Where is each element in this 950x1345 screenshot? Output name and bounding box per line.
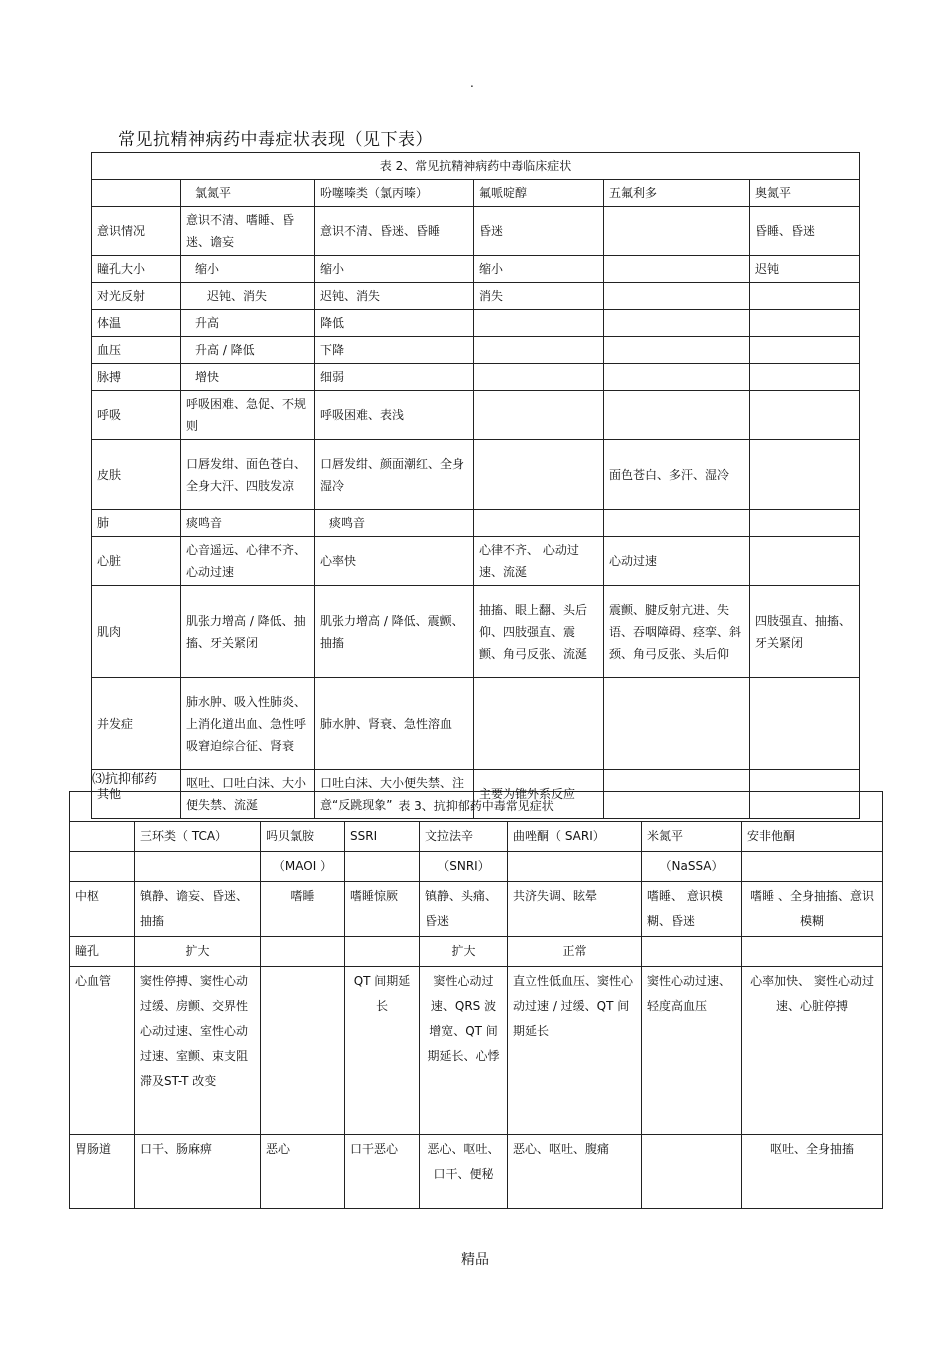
table-cell: 嗜睡 [261,882,345,937]
row-label: 肺 [92,510,181,537]
table-cell [750,440,860,510]
table-caption: 表 2、常见抗精神病药中毒临床症状 [92,153,860,180]
header-cell: 氯氮平 [181,180,315,207]
table-cell: QT 间期延长 [345,967,420,1135]
table-row [92,391,860,440]
table-cell: 心率快 [315,537,474,586]
table-cell: 迟钝 [750,256,860,283]
header-cell [135,852,261,882]
table-cell: 镇静、头痛、昏迷 [420,882,508,937]
table-cell [261,937,345,967]
table-cell: 昏迷 [474,207,604,256]
table-cell: 嗜睡 、全身抽搐、意识模糊 [742,882,883,937]
header-cell [92,180,181,207]
antipsychotic-poisoning-table [91,152,860,819]
table-cell [742,937,883,967]
row-label: 血压 [92,337,181,364]
table-cell: 扩大 [420,937,508,967]
table-row [92,510,860,537]
table-cell [345,937,420,967]
table-cell: 增快 [181,364,315,391]
table-cell: 降低 [315,310,474,337]
table-cell [604,310,750,337]
table-cell [604,283,750,310]
table-cell: 痰鸣音 [315,510,474,537]
table-header-row [70,822,883,852]
table-row [92,440,860,510]
table-cell: 窦性心动过速、QRS 波增宽、QT 间期延长、心悸 [420,967,508,1135]
table-cell: 口唇发绀、面色苍白、全身大汗、四肢发凉 [181,440,315,510]
header-cell: 文拉法辛 [420,822,508,852]
header-cell: 曲唑酮（ SARI） [508,822,642,852]
table-row [92,207,860,256]
table-cell [642,937,742,967]
table-cell: 嗜睡惊厥 [345,882,420,937]
table-cell: 呕吐、口吐白沫、大小便失禁、流涎 [181,770,315,819]
table-cell: 下降 [315,337,474,364]
table-cell: 迟钝、消失 [315,283,474,310]
table-row [92,586,860,678]
table-cell: 口唇发绀、颜面潮红、全身湿冷 [315,440,474,510]
table-cell: 抽搐、眼上翻、头后仰、四肢强直、震颤、角弓反张、流涎 [474,586,604,678]
row-label: 脉搏 [92,364,181,391]
table-cell: 嗜睡、 意识模糊、昏迷 [642,882,742,937]
table-cell: 肺水肿、肾衰、急性溶血 [315,678,474,770]
table-cell: 面色苍白、多汗、湿冷 [604,440,750,510]
table-cell [474,310,604,337]
row-label: 皮肤 [92,440,181,510]
table-cell [474,391,604,440]
table-header-row [70,852,883,882]
table-cell [750,510,860,537]
table-row [70,882,883,937]
table-row [92,337,860,364]
table-cell: 意识不清、嗜睡、昏迷、谵妄 [181,207,315,256]
table-cell [604,678,750,770]
table-cell [750,537,860,586]
table-cell [604,364,750,391]
table-cell: 缩小 [181,256,315,283]
page-footer: 精品 [461,1252,489,1268]
table-cell [474,364,604,391]
table-cell: 细弱 [315,364,474,391]
header-cell: 米氮平 [642,822,742,852]
header-cell: 奥氮平 [750,180,860,207]
table-cell: 口干恶心 [345,1135,420,1209]
table-cell: 心率加快、 窦性心动过速、心脏停搏 [742,967,883,1135]
table-row [70,1135,883,1209]
header-cell: 安非他酮 [742,822,883,852]
header-cell: 吩噻嗪类（氯丙嗪） [315,180,474,207]
header-cell: （MAOI ） [261,852,345,882]
table-cell: 恶心 [261,1135,345,1209]
table-cell: 口干、肠麻痹 [135,1135,261,1209]
table-cell: 缩小 [474,256,604,283]
row-label: 胃肠道 [70,1135,135,1209]
table-cell [474,440,604,510]
header-cell: （NaSSA） [642,852,742,882]
table-cell: 扩大 [135,937,261,967]
table-row [70,937,883,967]
table-cell: 意识不清、昏迷、昏睡 [315,207,474,256]
header-cell [70,822,135,852]
table-cell: 共济失调、眩晕 [508,882,642,937]
page-top-mark: . [470,76,474,90]
table-row [92,310,860,337]
table-header-row [92,180,860,207]
table-cell [750,678,860,770]
row-label: 并发症 [92,678,181,770]
table-cell [750,310,860,337]
row-label: 对光反射 [92,283,181,310]
header-cell [345,852,420,882]
table-cell [604,256,750,283]
table-cell [474,678,604,770]
table-cell [750,391,860,440]
header-cell [70,852,135,882]
table-caption-row [92,153,860,180]
row-label: 瞳孔大小 [92,256,181,283]
table-cell: 主要为锥外系反应 [474,770,604,819]
table-caption: 表 3、抗抑郁药中毒常见症状 [70,792,883,822]
table-cell: 昏睡、昏迷 [750,207,860,256]
table-caption-row [70,792,883,822]
header-cell: 氟哌啶醇 [474,180,604,207]
section-heading: 常见抗精神病药中毒症状表现（见下表） [118,130,433,150]
antidepressant-poisoning-table [69,791,883,1209]
table-cell: 消失 [474,283,604,310]
table-cell [604,391,750,440]
table-cell [750,283,860,310]
table-cell: 痰鸣音 [181,510,315,537]
header-cell: 五氟利多 [604,180,750,207]
table-cell [604,337,750,364]
row-label: 中枢 [70,882,135,937]
row-label: 肌肉 [92,586,181,678]
table-cell: 迟钝、消失 [181,283,315,310]
header-cell [742,852,883,882]
table-cell: 肌张力增高 / 降低、震颤、抽搐 [315,586,474,678]
table-cell [750,337,860,364]
table-cell: 镇静、谵妄、昏迷、抽搐 [135,882,261,937]
table-cell: 呕吐、全身抽搐 [742,1135,883,1209]
table-cell: 升高 [181,310,315,337]
table-cell [604,510,750,537]
table-row [92,678,860,770]
row-label: 心脏 [92,537,181,586]
table-cell: 心律不齐、 心动过速、流涎 [474,537,604,586]
table-cell: 呼吸困难、表浅 [315,391,474,440]
table-cell: 心音遥远、心律不齐、心动过速 [181,537,315,586]
table-cell: 口吐白沫、大小便失禁、注意“反跳现象” [315,770,474,819]
table-cell: 窦性心动过速、轻度高血压 [642,967,742,1135]
row-label: 呼吸 [92,391,181,440]
table-cell: 升高 / 降低 [181,337,315,364]
row-label: 其他 [92,770,181,819]
table-cell: 震颤、腱反射亢进、失语、吞咽障碍、痉挛、斜颈、角弓反张、头后仰 [604,586,750,678]
table-cell: 呼吸困难、急促、不规则 [181,391,315,440]
header-cell [508,852,642,882]
table-cell: 恶心、呕吐、口干、便秘 [420,1135,508,1209]
row-label: 瞳孔 [70,937,135,967]
table-cell: 心动过速 [604,537,750,586]
table-cell [642,1135,742,1209]
row-label: 意识情况 [92,207,181,256]
antidepressant-subheading: ⑶抗抑郁药 [92,772,158,787]
table-cell [474,510,604,537]
table-row [92,364,860,391]
table-cell [604,207,750,256]
table-cell [474,337,604,364]
table-cell [261,967,345,1135]
table-row [70,967,883,1135]
table-row [92,537,860,586]
table-cell: 肺水肿、吸入性肺炎、上消化道出血、急性呼吸窘迫综合征、肾衰 [181,678,315,770]
table-cell: 正常 [508,937,642,967]
table-cell: 四肢强直、抽搐、牙关紧闭 [750,586,860,678]
table-row [92,256,860,283]
row-label: 心血管 [70,967,135,1135]
table-cell: 恶心、呕吐、腹痛 [508,1135,642,1209]
header-cell: （SNRI） [420,852,508,882]
table-cell [750,364,860,391]
table-cell: 肌张力增高 / 降低、抽搐、牙关紧闭 [181,586,315,678]
header-cell: SSRI [345,822,420,852]
table-cell: 缩小 [315,256,474,283]
table-cell: 直立性低血压、窦性心动过速 / 过缓、QT 间期延长 [508,967,642,1135]
header-cell: 三环类（ TCA） [135,822,261,852]
header-cell: 吗贝氯胺 [261,822,345,852]
table-row [92,283,860,310]
row-label: 体温 [92,310,181,337]
table-cell: 窦性停搏、窦性心动过缓、房颤、交界性心动过速、室性心动过速、室颤、束支阻滞及ST-T 改变 [135,967,261,1135]
